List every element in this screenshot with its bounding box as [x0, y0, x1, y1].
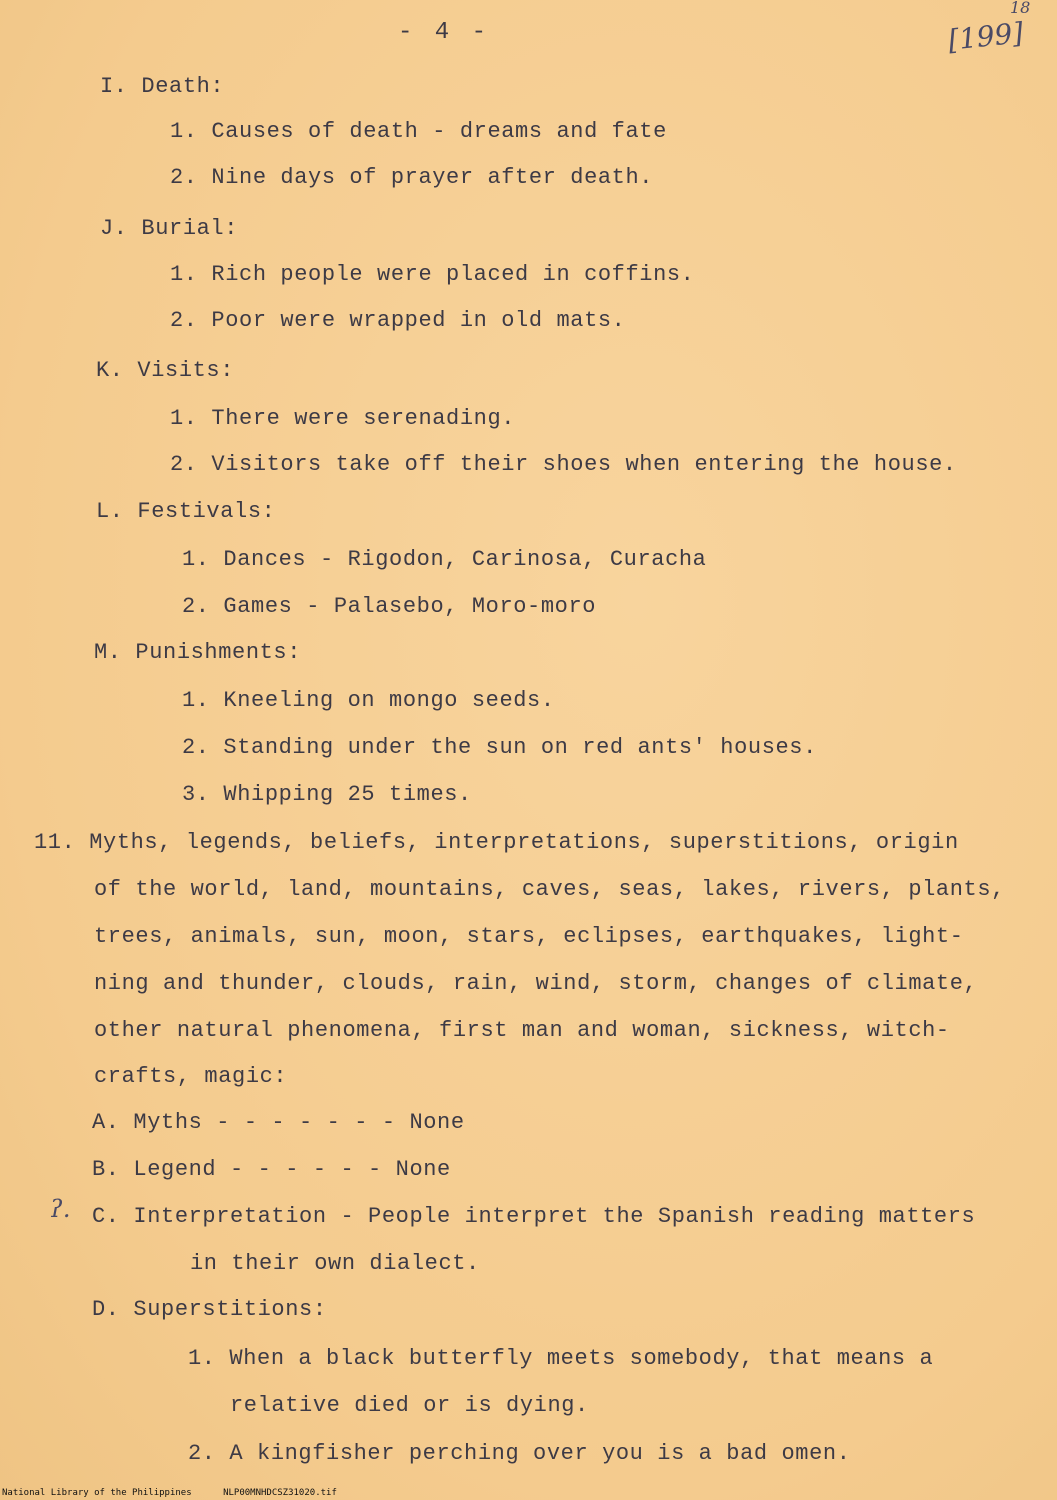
section-m-item: 1. Kneeling on mongo seeds.	[182, 688, 555, 713]
section-i-heading: I. Death:	[100, 74, 225, 99]
superstition-item: 1. When a black butterfly meets somebody, that means a	[188, 1346, 934, 1371]
section-l-heading: L. Festivals:	[96, 499, 276, 524]
page-number: - 4 -	[398, 19, 491, 46]
section-11-d-heading: D. Superstitions:	[92, 1297, 327, 1322]
section-11-line: crafts, magic:	[94, 1064, 288, 1089]
section-11-line: other natural phenomena, first man and woman, sickness, witch-	[94, 1018, 950, 1043]
section-j-item: 2. Poor were wrapped in old mats.	[170, 308, 626, 333]
handwritten-margin-mark: ʔ.	[50, 1195, 71, 1223]
section-i-item: 2. Nine days of prayer after death.	[170, 165, 654, 190]
superstition-item-continued: relative died or is dying.	[230, 1393, 589, 1418]
footer-library: National Library of the Philippines	[2, 1488, 192, 1498]
section-11-line: 11. Myths, legends, beliefs, interpretations, superstitions, origin	[34, 830, 959, 855]
section-k-item: 1. There were serenading.	[170, 406, 516, 431]
section-m-item: 3. Whipping 25 times.	[182, 782, 472, 807]
section-l-item: 2. Games - Palasebo, Moro-moro	[182, 594, 597, 619]
section-11-line: trees, animals, sun, moon, stars, eclipses, earthquakes, light-	[94, 924, 964, 949]
handwritten-reference: [199]	[946, 16, 1025, 57]
section-k-heading: K. Visits:	[96, 358, 235, 383]
superstition-item: 2. A kingfisher perching over you is a bad omen.	[188, 1441, 851, 1466]
section-11-c-line: C. Interpretation - People interpret the Spanish reading matters	[92, 1204, 976, 1229]
section-11-b: B. Legend - - - - - - None	[92, 1157, 451, 1182]
section-11-a: A. Myths - - - - - - - None	[92, 1110, 465, 1135]
section-11-line: of the world, land, mountains, caves, seas, lakes, rivers, plants,	[94, 877, 1005, 902]
section-11-c-line: in their own dialect.	[190, 1251, 480, 1276]
section-i-item: 1. Causes of death - dreams and fate	[170, 119, 667, 144]
section-k-item: 2. Visitors take off their shoes when entering the house.	[170, 452, 957, 477]
handwritten-superscript: 18	[1010, 0, 1031, 17]
section-11-line: ning and thunder, clouds, rain, wind, storm, changes of climate,	[94, 971, 978, 996]
section-m-item: 2. Standing under the sun on red ants' houses.	[182, 735, 817, 760]
section-m-heading: M. Punishments:	[94, 640, 302, 665]
section-j-item: 1. Rich people were placed in coffins.	[170, 262, 695, 287]
section-j-heading: J. Burial:	[100, 216, 239, 241]
section-l-item: 1. Dances - Rigodon, Carinosa, Curacha	[182, 547, 707, 572]
scan-footer	[2, 1488, 337, 1498]
footer-file: NLP00MNHDCSZ31020.tif	[223, 1488, 337, 1498]
